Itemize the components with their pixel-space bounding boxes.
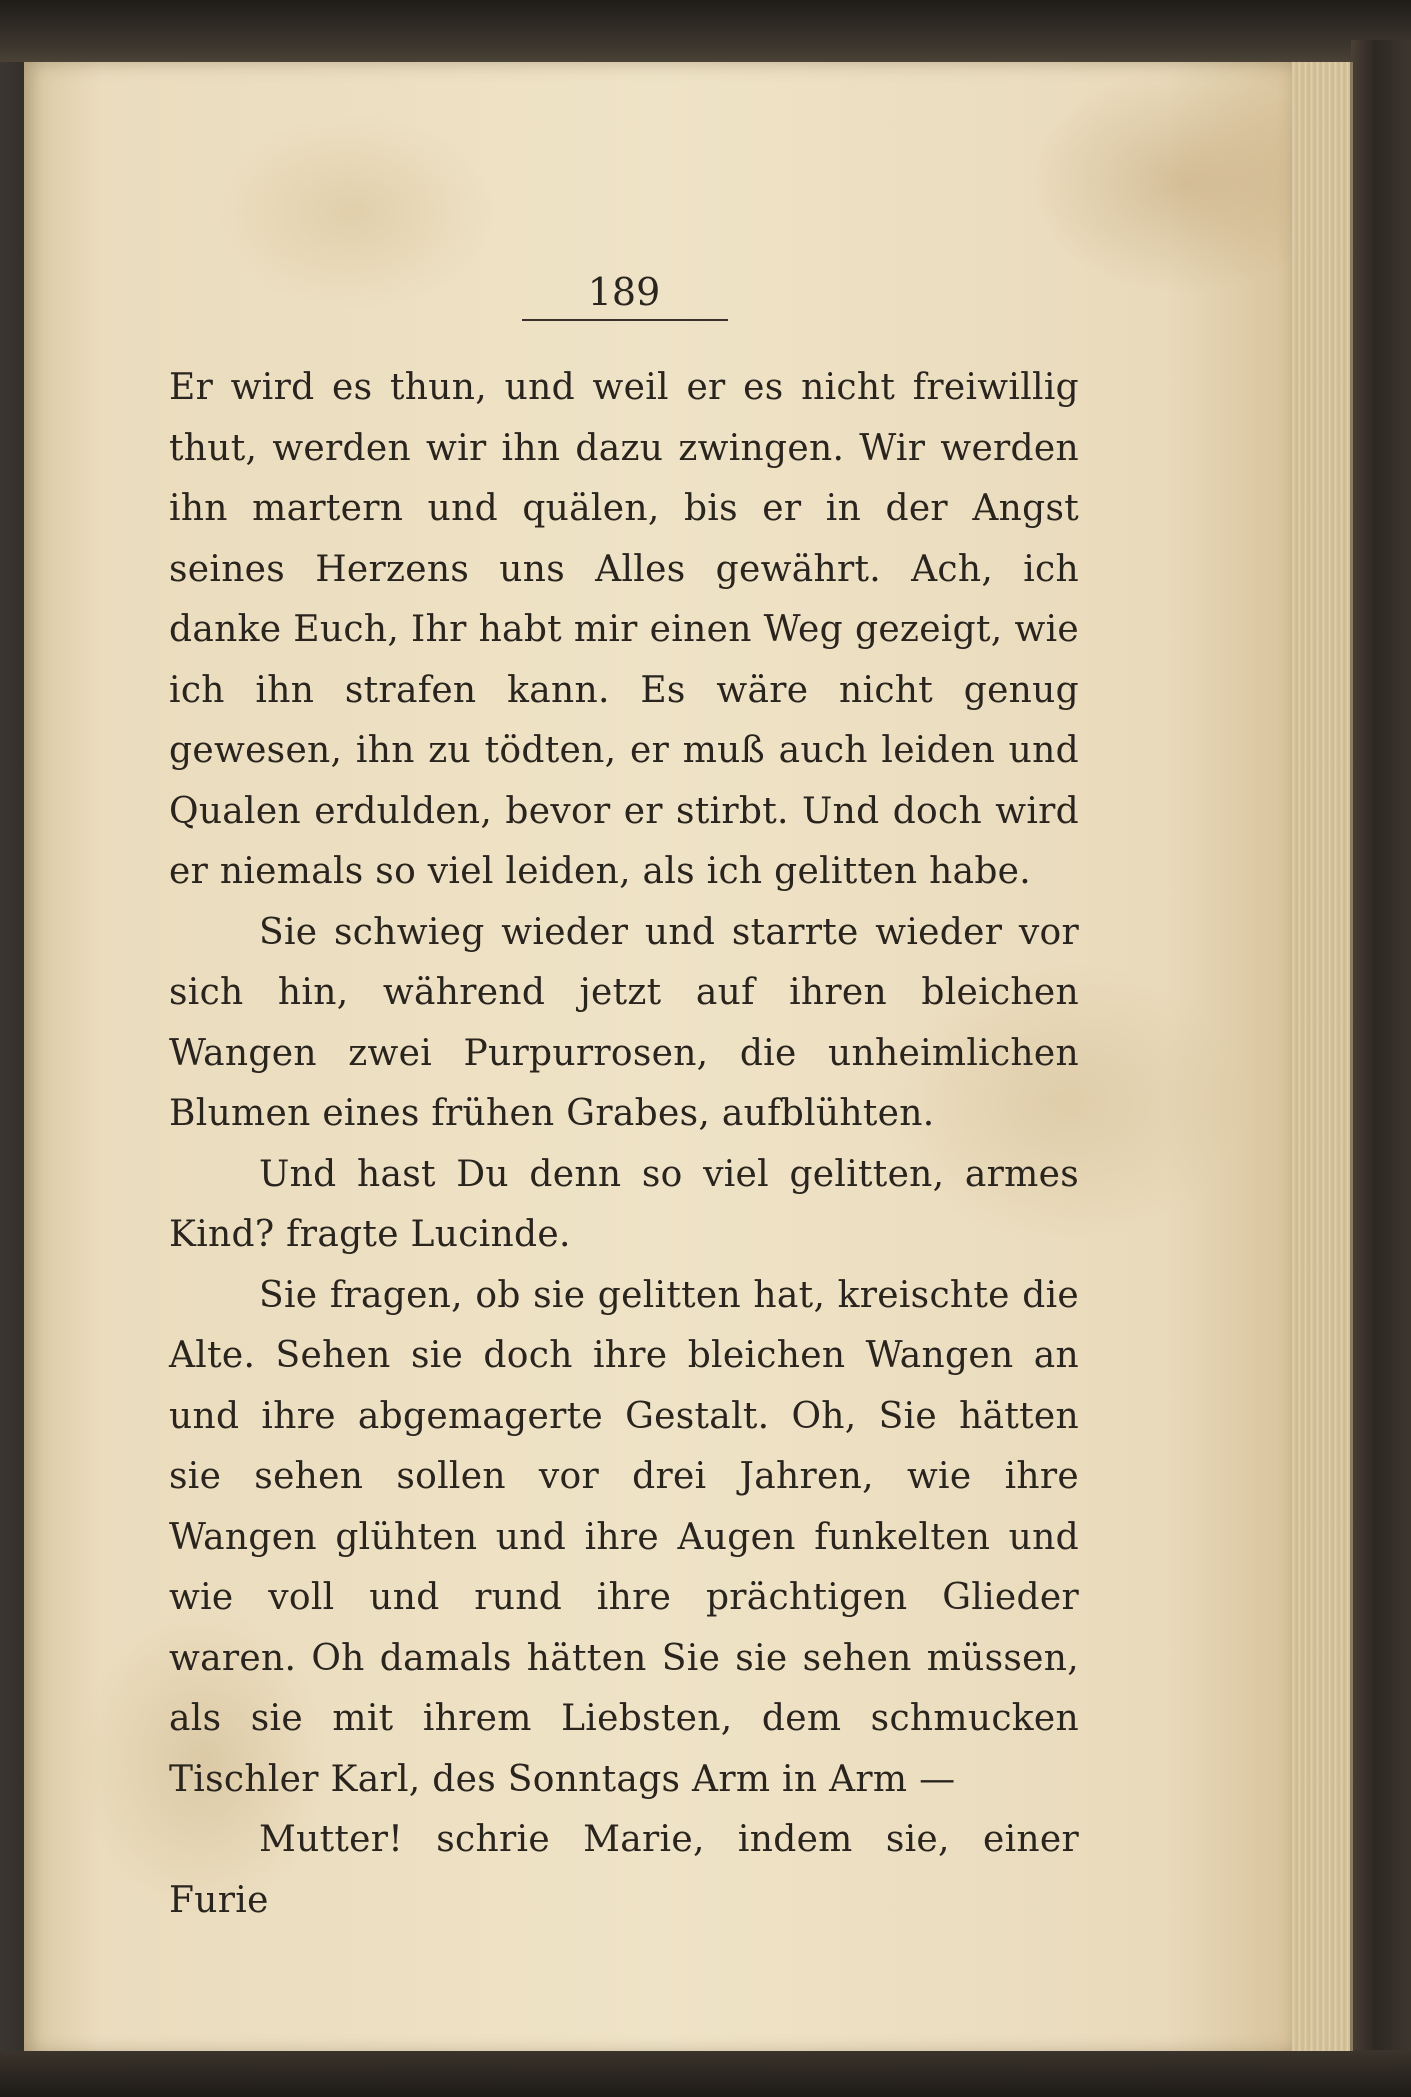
body-text <box>169 358 1079 1931</box>
paragraph-2: Sie schwieg wieder und starrte wieder vor sich hin, während jetzt auf ihren bleichen Wangen zwei Purpurrosen, die unheimlichen Blumen eines frühen Grabes, aufblühten. <box>169 911 1079 1134</box>
book-cover-top <box>0 0 1411 62</box>
paragraph-1: Er wird es thun, und weil er es nicht freiwillig thut, werden wir ihn dazu zwingen. Wir werden ihn martern und quälen, bis er in der Angst seines Herzens uns Alles gewährt. Ach, ich danke Euch, Ihr habt mir einen Weg gezeigt, wie ich ihn strafen kann. Es wäre nicht genug gewesen, ihn zu tödten, er muß auch leiden und Qualen erdulden, bevor er stirbt. Und doch wird er niemals so viel leiden, als ich gelitten habe. <box>169 367 1079 892</box>
book-cover-right <box>1351 40 1411 2050</box>
book-page <box>24 62 1292 2054</box>
paragraph-5: Mutter! schrie Marie, indem sie, einer Furie <box>169 1819 1079 1921</box>
book-cover-bottom <box>0 2051 1411 2097</box>
paragraph-3: Und hast Du denn so viel gelitten, armes Kind? fragte Lucinde. <box>169 1153 1079 1255</box>
paragraph-4: Sie fragen, ob sie gelitten hat, kreischte die Alte. Sehen sie doch ihre bleichen Wangen an und ihre abgemagerte Gestalt. Oh, Sie hätten sie sehen sollen vor drei Jahren, wie ihre Wangen glühten und ihre Augen funkelten und wie voll und rund ihre prächtigen Glieder waren. Oh damals hätten Sie sie sehen müssen, als sie mit ihrem Liebsten, dem schmucken Tischler Karl, des Sonntags Arm in Arm — <box>169 1274 1079 1800</box>
header-rule <box>522 319 728 321</box>
page-number: 189 <box>587 270 661 314</box>
